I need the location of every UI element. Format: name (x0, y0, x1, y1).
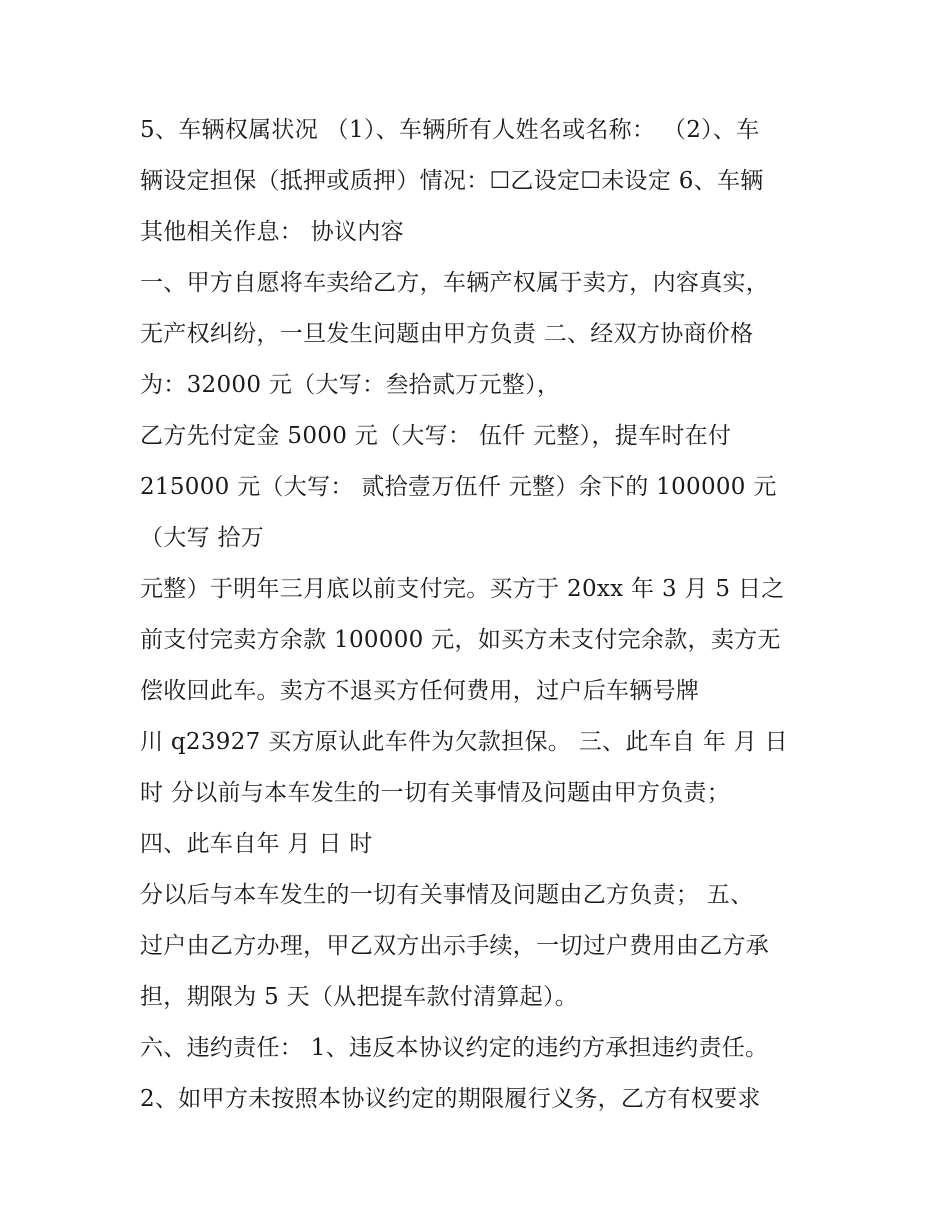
text-line: 无产权纠纷，一旦发生问题由甲方负责 二、经双方协商价格 (140, 321, 754, 347)
text-line: 六、违约责任： 1、违反本协议约定的违约方承担违约责任。 (140, 1035, 769, 1061)
text-line: 分以后与本车发生的一切有关事情及问题由乙方负责； 五、 (140, 882, 754, 908)
text-line: 乙方先付定金 5000 元（大写： 伍仟 元整），提车时在付 (140, 423, 732, 449)
text-line: 5、车辆权属状况 （1）、车辆所有人姓名或名称： （2）、车 (140, 117, 760, 143)
text-line: 2、如甲方未按照本协议约定的期限履行义务，乙方有权要求 (140, 1086, 761, 1112)
text-line: 时 分以前与本车发生的一切有关事情及问题由甲方负责； (140, 780, 731, 806)
text-line: 川 q23927 买方原认此车件为欠款担保。 三、此车自 年 月 日 (140, 729, 788, 755)
text-line: 前支付完卖方余款 100000 元，如买方未支付完余款，卖方无 (140, 627, 781, 653)
contract-text (140, 105, 840, 1125)
text-line: 担，期限为 5 天（从把提车款付清算起）。 (140, 984, 579, 1010)
text-line: 一、甲方自愿将车卖给乙方，车辆产权属于卖方，内容真实， (140, 270, 770, 296)
text-line: 元整）于明年三月底以前支付完。买方于 20xx 年 3 月 5 日之 (140, 576, 785, 602)
text-line: （大写 拾万 (140, 525, 265, 551)
text-line: 偿收回此车。卖方不退买方任何费用，过户后车辆号牌 (140, 678, 700, 704)
text-line: 四、此车自年 月 日 时 (140, 831, 373, 857)
text-line: 其他相关作息： 协议内容 (140, 219, 404, 245)
text-line: 辆设定担保（抵押或质押）情况：☐乙设定☐未设定 6、车辆 (140, 168, 764, 194)
text-line: 215000 元（大写： 贰拾壹万伍仟 元整）余下的 100000 元 (140, 474, 777, 500)
text-line: 为：32000 元（大写：叁拾贰万元整）， (140, 372, 561, 398)
text-line: 过户由乙方办理，甲乙双方出示手续，一切过户费用由乙方承 (140, 933, 770, 959)
